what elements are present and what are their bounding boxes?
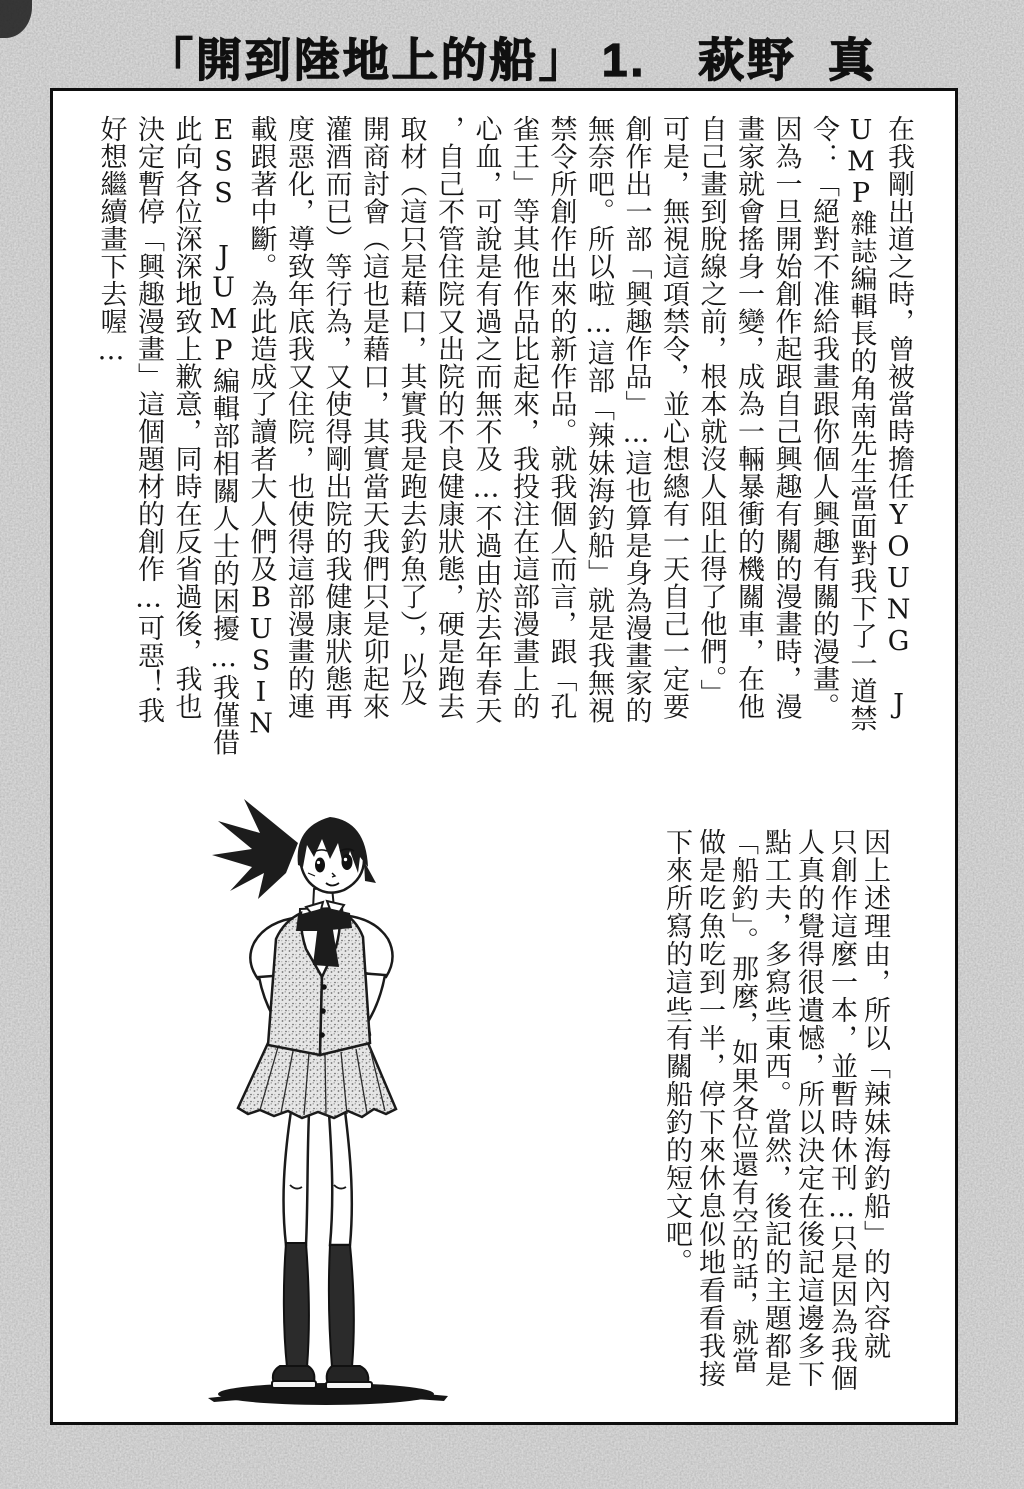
- text-column: 下來所寫的這些有關船釣的短文吧。: [661, 828, 692, 1276]
- title-text: 「開到陸地上的船」: [146, 34, 588, 86]
- text-column: 自己畫到脫線之前，根本就沒人阻止得了他們。」: [695, 115, 727, 707]
- text-column: 創作出一部「興趣作品」…這也算是身為漫畫家的: [620, 115, 652, 724]
- text-column: 人真的覺得很遺憾，所以決定在後記這邊多下: [793, 828, 824, 1388]
- text-column: 可是，無視這項禁令，並心想總有一天自己一定要: [658, 115, 689, 720]
- content-panel: [50, 88, 958, 1425]
- text-column: 在我剛出道之時，曾被當時擔任YOUNG J: [883, 115, 914, 721]
- text-column: 點工夫，多寫些東西。當然，後記的主題都是: [760, 828, 791, 1388]
- text-column: 「船釣」。那麼，如果各位還有空的話，就當: [727, 828, 758, 1375]
- text-column: 無奈吧。所以啦…這部「辣妹海釣船」就是我無視: [583, 115, 614, 724]
- character-illustration: [148, 781, 484, 1421]
- text-column: 禁令所創作出來的新作品。就我個人而言，跟「孔: [545, 115, 577, 720]
- text-column: 度惡化，導致年底我又住院，也使得這部漫畫的連: [283, 115, 314, 720]
- text-column: 載跟著中斷。為此造成了讀者大人們及BUSIN: [245, 115, 277, 740]
- text-column: 只創作這麼一本，並暫時休刊…只是因為我個: [826, 828, 857, 1392]
- postscript-text: [660, 828, 891, 1394]
- text-column: 令：「絕對不准給我畫跟你個人興趣有關的漫畫。: [808, 115, 839, 720]
- text-column: 決定暫停「興趣漫畫」這個題材的創作…可惡！我: [133, 115, 164, 724]
- text-column: 開商討會（這也是藉口，其實當天我們只是卯起來: [358, 115, 389, 720]
- text-column: 取材（這只是藉口，其實我是跑去釣魚了），以及: [395, 115, 427, 707]
- text-column: 因上述理由，所以「辣妹海釣船」的內容就: [859, 828, 890, 1360]
- text-column: 雀王」等其他作品比起來，我投注在這部漫畫上的: [508, 115, 539, 720]
- page-title: [0, 24, 1024, 90]
- text-column: 做是吃魚吃到一半，停下來休息似地看看我接: [694, 828, 725, 1388]
- text-column: 好想繼續畫下去喔…: [95, 115, 127, 367]
- text-column: ，自己不管住院又出院的不良健康狀態，硬是跑去: [433, 115, 464, 720]
- text-column: 灌酒而已）等行為，又使得剛出院的我健康狀態再: [320, 115, 352, 720]
- text-column: 因為一旦開始創作起跟自己興趣有關的漫畫時，漫: [770, 115, 802, 720]
- afterword-text: [92, 115, 917, 787]
- author-name: 萩野 真: [698, 34, 878, 86]
- text-column: 畫家就會搖身一變，成為一輛暴衝的機關車，在他: [733, 115, 764, 720]
- text-column: UMP雜誌編輯長的角南先生當面對我下了一道禁: [845, 115, 877, 732]
- text-column: 心血，可說是有過之而無不及…不過由於去年春天: [470, 115, 502, 724]
- text-column: ESS JUMP編輯部相關人士的困擾…我僅借: [208, 115, 239, 756]
- text-column: 此向各位深深地致上歉意，同時在反省過後，我也: [170, 115, 202, 720]
- chapter-number: 1.: [601, 34, 647, 86]
